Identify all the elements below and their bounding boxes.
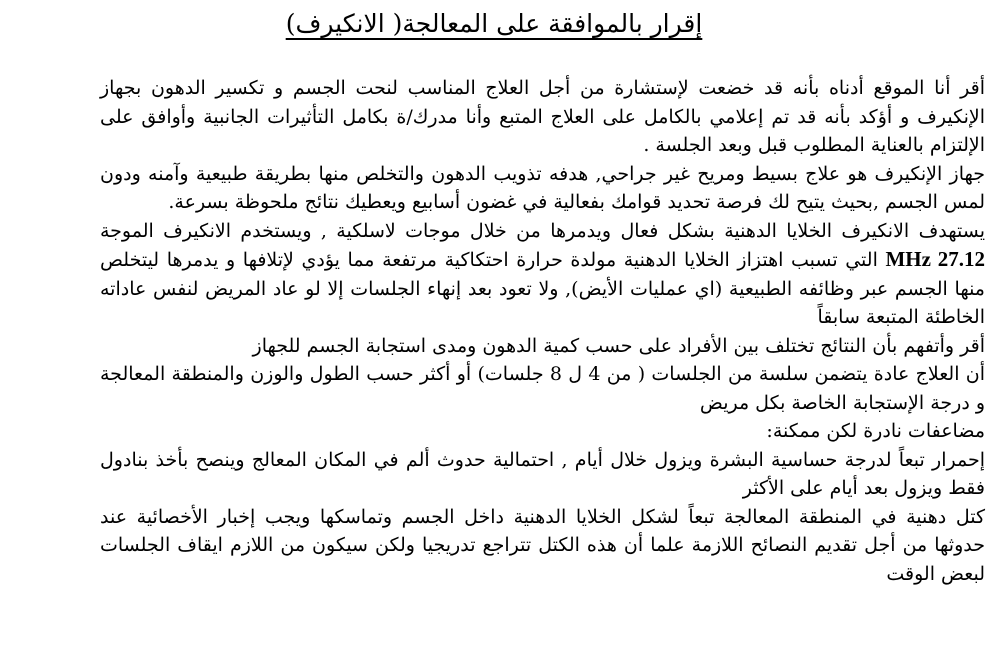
document-title: إقرار بالموافقة على المعالجة( الانكيرف) (285, 9, 703, 38)
document-body (100, 74, 985, 588)
side-effect-fat-lumps: كتل دهنية في المنطقة المعالجة تبعاً لشكل الخلايا الدهنية داخل الجسم وتماسكها ويجب إخبار الأخصائية عند حدوثها من أجل تقديم النصائح اللازمة علما أن هذه الكتل تتراجع تدريجيا ولكن سيكون من اللازم ايقاف الجلسات لبعض الوقت (100, 505, 985, 585)
side-effect-redness: إحمرار تبعاً لدرجة حساسية البشرة ويزول خلال أيام , احتمالية حدوث ألم في المكان المعالج وينصح بأخذ بنادول فقط ويزول بعد أيام على الأكثر (100, 448, 985, 499)
frequency-value: MHz 27.12 (885, 247, 986, 271)
mechanism-text-end: التي تسبب اهتزاز الخلايا الدهنية مولدة حرارة احتكاكية مرتفعة مما يؤدي لإتلافها و يدمرها ليتخلص منها الجسم عبر وظائفه الطبيعية (اي عمليات الأيض), ولا تعود بعد إنهاء الجلسات إلا لو عاد المريض لنفس عاداته الخاطئة المتبعة سابقاً (100, 249, 985, 328)
mechanism-text-start: يستهدف الانكيرف الخلايا الدهنية بشكل فعال ويدمرها من خلال موجات لاسلكية , ويستخدم الانكيرف الموجة (100, 219, 985, 242)
paragraph-device-description: جهاز الإنكيرف هو علاج بسيط ومريح غير جراحي, هدفه تذويب الدهون والتخلص منها بطريقة طبيعية وآمنه ودون لمس الجسم ,بحيث يتيح لك فرصة تحديد قوامك بفعالية في غضون أسابيع ويعطيك نتائج ملحوظة بسرعة. (100, 162, 985, 213)
side-effects-heading: مضاعفات نادرة لكن ممكنة: (766, 420, 985, 442)
paragraph-mechanism (100, 217, 985, 332)
paragraph-results-variation: أقر وأتفهم بأن النتائج تختلف بين الأفراد على حسب كمية الدهون ومدى استجابة الجسم للجهاز (252, 334, 985, 357)
paragraph-session-count: أن العلاج عادة يتضمن سلسة من الجلسات ( من 4 ل 8 جلسات) أو أكثر حسب الطول والوزن والمنطقة المعالجة و درجة الإستجابة الخاصة بكل مريض (100, 363, 985, 414)
paragraph-consent-statement: أقر أنا الموقع أدناه بأنه قد خضعت لإستشارة من أجل العلاج المناسب لنحت الجسم و تكسير الدهون بجهاز الإنكيرف و أؤكد بأنه قد تم إعلامي بالكامل على العلاج المتبع وأنا مدرك/ة بكامل التأثيرات الجانبية وأوافق على الإلتزام بالعناية المطلوب قبل وبعد الجلسة . (100, 77, 985, 156)
